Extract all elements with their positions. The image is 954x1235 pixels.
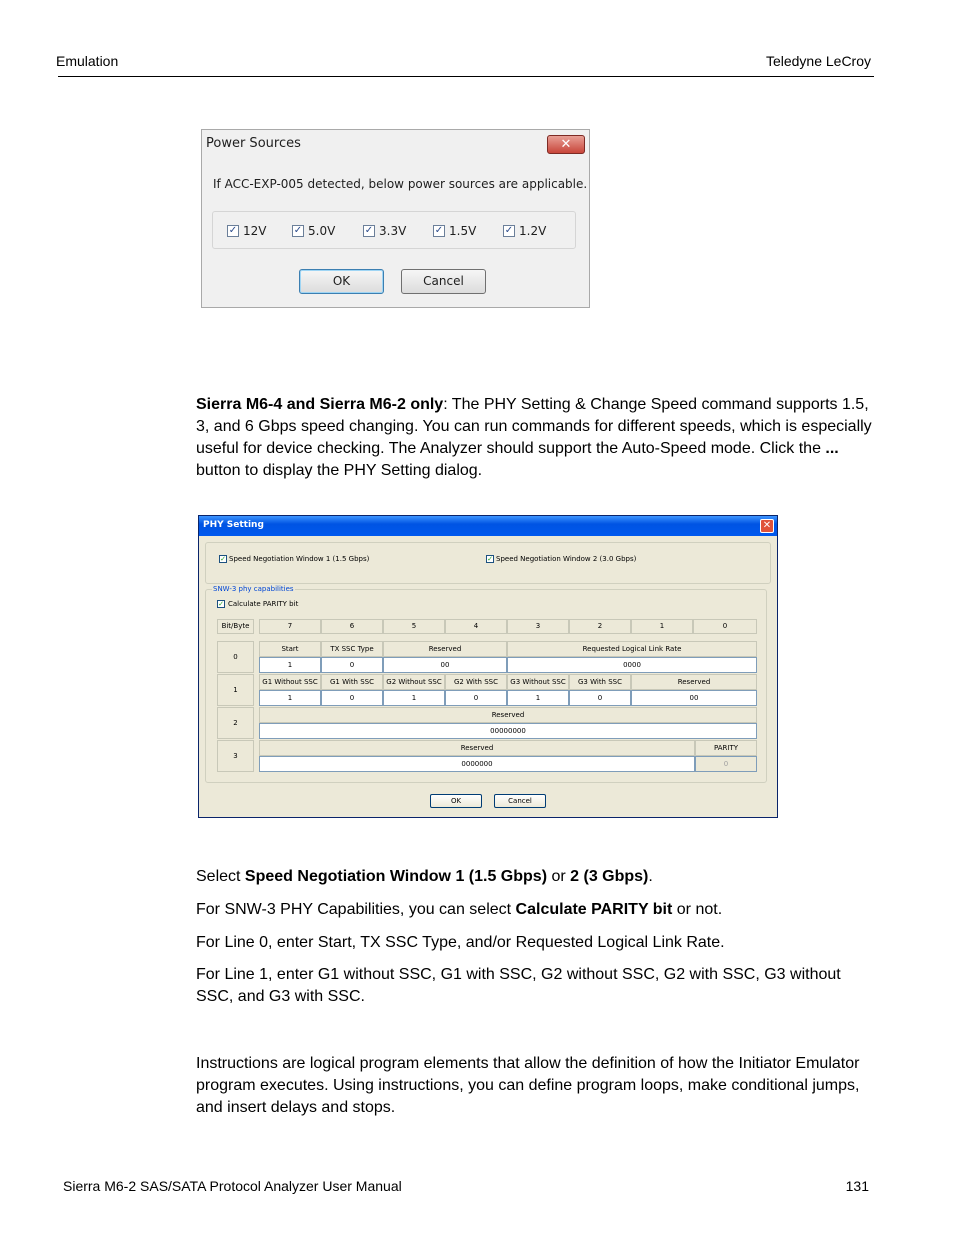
link-rate-input[interactable]: 0000	[507, 657, 757, 673]
reserved-input[interactable]: 00000000	[259, 723, 757, 739]
bit-header: 5	[383, 619, 445, 634]
header-rule	[58, 76, 874, 77]
field-label: Requested Logical Link Rate	[507, 641, 757, 657]
ok-button[interactable]: OK	[299, 269, 384, 294]
snw1-checkbox[interactable]: ✓	[220, 555, 226, 563]
line1-text: For Line 1, enter G1 without SSC, G1 with SSC, G2 without SSC, G2 with SSC, G3 without SSC, and G3 with SSC.	[196, 966, 841, 1005]
reserved-input[interactable]: 0000000	[259, 756, 695, 772]
start-input[interactable]: 1	[259, 657, 321, 673]
calc-parity-checkbox[interactable]: ✓	[218, 600, 224, 608]
ok-button[interactable]: OK	[430, 794, 482, 808]
cancel-button[interactable]: Cancel	[401, 269, 486, 294]
snw-group	[205, 542, 771, 584]
field-label: Reserved	[383, 641, 507, 657]
bit-header: 7	[259, 619, 321, 634]
field-label: G1 Without SSC	[259, 674, 321, 690]
parity-input: 0	[695, 756, 757, 772]
snw3-group-title: SNW-3 phy capabilities	[213, 585, 294, 593]
row-label: 2	[217, 707, 254, 739]
close-icon[interactable]: ✕	[547, 135, 585, 154]
instructions-text: Instructions are logical program elements that allow the definition of how the Initiator Emulator program executes. Using instructions, you can define program loops, make conditional jumps, and insert delays and stops.	[196, 1055, 860, 1116]
checkbox-12v[interactable]: ✓ 12V	[228, 224, 267, 238]
g3-without-ssc-input[interactable]: 1	[507, 690, 569, 706]
bitbyte-header: Bit/Byte	[217, 619, 254, 634]
title-bar	[199, 516, 777, 536]
checkbox-1v2[interactable]: ✓ 1.2V	[504, 224, 547, 238]
header-brand: Teledyne LeCroy	[765, 53, 871, 69]
field-label: G2 Without SSC	[383, 674, 445, 690]
checkmark-icon: ✓	[434, 225, 444, 236]
bit-header: 3	[507, 619, 569, 634]
g1-with-ssc-input[interactable]: 0	[321, 690, 383, 706]
g2-without-ssc-input[interactable]: 1	[383, 690, 445, 706]
field-label: Reserved	[259, 740, 695, 756]
row-label: 1	[217, 674, 254, 706]
close-icon[interactable]: ✕	[760, 519, 774, 533]
dialog-title: Power Sources	[206, 136, 301, 151]
page-number: 131	[845, 1178, 869, 1194]
field-label: Reserved	[631, 674, 757, 690]
g3-with-ssc-input[interactable]: 0	[569, 690, 631, 706]
checkmark-icon: ✓	[504, 225, 514, 236]
line0-text: For Line 0, enter Start, TX SSC Type, and/or Requested Logical Link Rate.	[196, 934, 725, 951]
select-window-text: Select Speed Negotiation Window 1 (1.5 Gbps) or 2 (3 Gbps).	[196, 868, 653, 885]
bit-header: 2	[569, 619, 631, 634]
dialog-message: If ACC-EXP-005 detected, below power sources are applicable.	[213, 177, 588, 191]
reserved-input[interactable]: 00	[383, 657, 507, 673]
field-label: Start	[259, 641, 321, 657]
bit-header: 0	[693, 619, 757, 634]
bit-header: 6	[321, 619, 383, 634]
checkbox-1v5[interactable]: ✓ 1.5V	[434, 224, 477, 238]
tx-ssc-type-input[interactable]: 0	[321, 657, 383, 673]
field-label: PARITY	[695, 740, 757, 756]
footer-title: Sierra M6-2 SAS/SATA Protocol Analyzer User Manual	[63, 1178, 402, 1194]
field-label: G1 With SSC	[321, 674, 383, 690]
row-label: 0	[217, 641, 254, 673]
snw2-checkbox[interactable]: ✓	[487, 555, 493, 563]
snw3-text: For SNW-3 PHY Capabilities, you can select Calculate PARITY bit or not.	[196, 901, 723, 918]
calc-parity-label: Calculate PARITY bit	[228, 600, 299, 608]
power-options-group	[212, 211, 576, 249]
field-label: Reserved	[259, 707, 757, 723]
reserved-input[interactable]: 00	[631, 690, 757, 706]
g1-without-ssc-input[interactable]: 1	[259, 690, 321, 706]
checkmark-icon: ✓	[228, 225, 238, 236]
checkbox-3v3[interactable]: ✓ 3.3V	[364, 224, 407, 238]
row-label: 3	[217, 740, 254, 772]
checkbox-5v[interactable]: ✓ 5.0V	[293, 224, 336, 238]
dialog-title: PHY Setting	[203, 520, 264, 530]
field-label: G2 With SSC	[445, 674, 507, 690]
field-label: G3 Without SSC	[507, 674, 569, 690]
bit-header: 4	[445, 619, 507, 634]
snw1-label: Speed Negotiation Window 1 (1.5 Gbps)	[229, 555, 370, 563]
power-sources-dialog	[201, 129, 590, 308]
checkmark-icon: ✓	[364, 225, 374, 236]
bit-header: 1	[631, 619, 693, 634]
field-label: TX SSC Type	[321, 641, 383, 657]
cancel-button[interactable]: Cancel	[494, 794, 546, 808]
field-label: G3 With SSC	[569, 674, 631, 690]
header-section: Emulation	[56, 53, 119, 69]
phy-setting-dialog	[198, 515, 778, 818]
snw2-label: Speed Negotiation Window 2 (3.0 Gbps)	[496, 555, 637, 563]
g2-with-ssc-input[interactable]: 0	[445, 690, 507, 706]
phy-description: Sierra M6-4 and Sierra M6-2 only: The PHY Setting & Change Speed command supports 1.5, 3, and 6 Gbps speed changing. You can run commands for different speeds, which is especially useful for device checking. The Analyzer should support the Auto-Speed mode. Click the ... button to display the PHY Setting dialog.	[196, 396, 872, 479]
checkmark-icon: ✓	[293, 225, 303, 236]
